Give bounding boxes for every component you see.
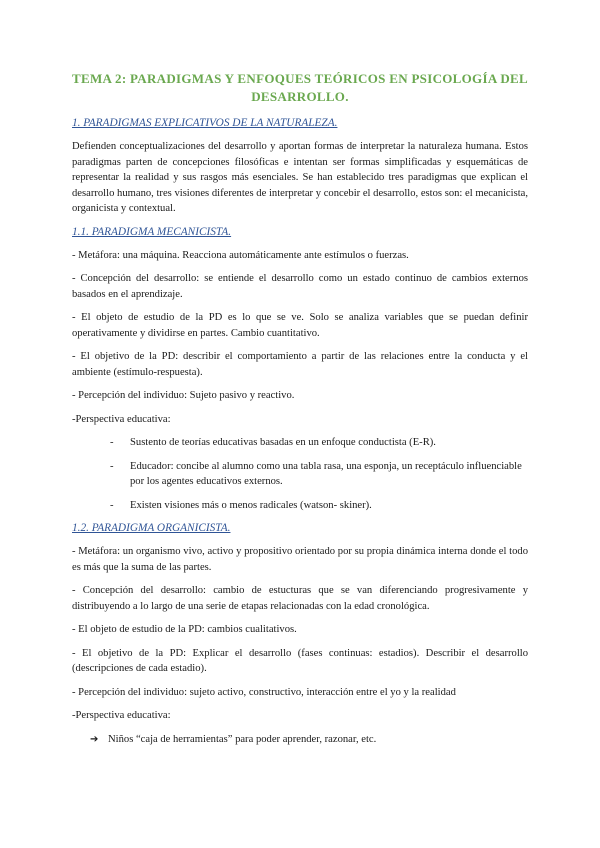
organicista-arrow-list [72, 732, 528, 748]
mecanicista-percepcion: - Percepción del individuo: Sujeto pasivo y reactivo. [72, 390, 295, 401]
list-item-text: Existen visiones más o menos radicales (watson- skiner). [130, 499, 372, 511]
dash-bullet-icon: - [110, 499, 114, 511]
page-title: TEMA 2: PARADIGMAS Y ENFOQUES TEÓRICOS EN PSICOLOGÍA DEL DESARROLLO. [72, 71, 528, 104]
mecanicista-metafora: - Metáfora: una máquina. Reacciona automáticamente ante estímulos o fuerzas. [72, 249, 409, 261]
dash-bullet-icon: - [110, 460, 114, 472]
list-item-text: Sustento de teorías educativas basadas en un enfoque conductista (E-R). [130, 437, 436, 448]
list-item [110, 435, 528, 451]
organicista-objeto: - El objeto de estudio de la PD: cambios cualitativos. [72, 624, 297, 635]
section-heading-paradigmas: 1. PARADIGMAS EXPLICATIVOS DE LA NATURALEZA. [72, 117, 338, 129]
subsection-heading-organicista: 1.2. PARADIGMA ORGANICISTA. [72, 522, 231, 534]
mecanicista-perspectiva: -Perspectiva educativa: [72, 413, 171, 425]
list-item [110, 459, 528, 490]
arrow-bullet-icon: ➔ [90, 733, 99, 745]
list-item-text: Niños “caja de herramientas” para poder aprender, razonar, etc. [108, 733, 377, 745]
dash-bullet-icon: - [110, 437, 114, 448]
subsection-heading-mecanicista: 1.1. PARADIGMA MECANICISTA. [72, 225, 232, 238]
section-intro-paragraph: Defienden conceptualizaciones del desarrollo y aportan formas de interpretar la naturaleza humana. Estos paradigmas parten de concepciones filosóficas e intentan ser formas simplificadas y esquemáticas de representar la realidad y sus rasgos más esenciales. Se han establecido tres paradigmas que explican el desarrollo humano, tres visiones diferentes de interpretar y concebir el desarrollo, estos son: el mecanicista, organicista y contextual. [72, 141, 528, 214]
organicista-perspectiva: -Perspectiva educativa: [72, 710, 171, 721]
mecanicista-concepcion: - Concepción del desarrollo: se entiende el desarrollo como un estado continuo de cambios externos basados en el aprendizaje. [72, 273, 528, 300]
mecanicista-bullet-list [72, 435, 528, 513]
list-item-text: Educador: concibe al alumno como una tabla rasa, una esponja, un receptáculo influenciable por los agentes educativos externos. [130, 460, 522, 487]
mecanicista-objetivo: - El objetivo de la PD: describir el comportamiento a partir de las relaciones entre la conducta y el ambiente (estímulo-respuesta). [72, 351, 528, 378]
organicista-concepcion: - Concepción del desarrollo: cambio de estucturas que se van diferenciando progresivamente y distribuyendo a lo largo de una serie de etapas relacionadas con la edad cronológica. [72, 585, 528, 612]
organicista-metafora: - Metáfora: un organismo vivo, activo y propositivo orientado por su propia dinámica interna donde el todo es más que la suma de las partes. [72, 546, 528, 573]
list-item [110, 498, 528, 514]
organicista-percepcion: - Percepción del individuo: sujeto activo, constructivo, interacción entre el yo y la realidad [72, 686, 456, 698]
mecanicista-objeto: - El objeto de estudio de la PD es lo que se ve. Solo se analiza variables que se puedan definir operativamente y dividirse en partes. Cambio cuantitativo. [72, 312, 528, 339]
organicista-objetivo: - El objetivo de la PD: Explicar el desarrollo (fases continuas: estadios). Describir el desarrollo (descripciones de cada estadio). [72, 647, 528, 674]
list-item [90, 732, 528, 748]
